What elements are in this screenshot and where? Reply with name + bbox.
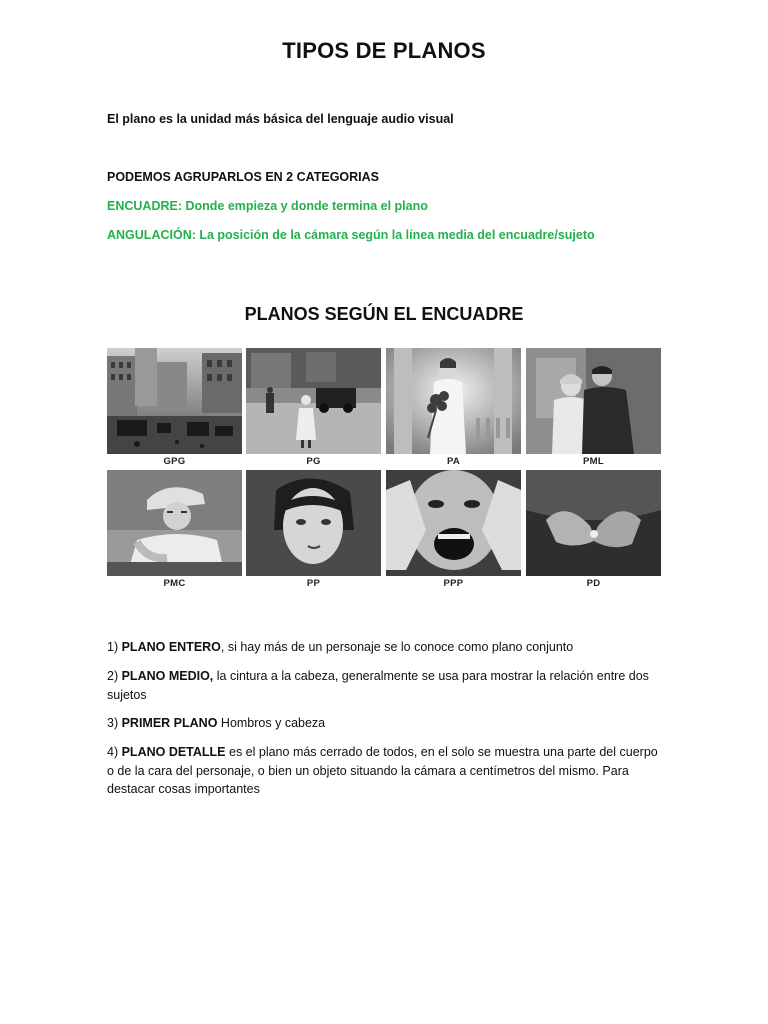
list-item: 1) PLANO ENTERO, si hay más de un personaje se lo conoce como plano conjunto bbox=[107, 640, 574, 654]
face-closeup-photo bbox=[246, 470, 381, 576]
encuadre-definition: ENCUADRE: Donde empieza y donde termina el plano bbox=[107, 199, 428, 213]
angulacion-definition: ANGULACIÓN: La posición de la cámara según la línea media del encuadre/sujeto bbox=[107, 228, 595, 242]
list-item: 2) PLANO MEDIO, la cintura a la cabeza, generalmente se usa para mostrar la relación entre dos sujetos bbox=[107, 669, 649, 702]
couple-photo bbox=[526, 348, 661, 454]
list-item: 3) PRIMER PLANO Hombros y cabeza bbox=[107, 716, 326, 730]
intro-text: El plano es la unidad más básica del lenguaje audio visual bbox=[107, 112, 454, 126]
shot-label: PG bbox=[306, 456, 321, 467]
woman-with-hat-photo bbox=[107, 470, 242, 576]
woman-with-bouquet-photo bbox=[386, 348, 521, 454]
shot-label: PML bbox=[583, 456, 604, 467]
shot-label: PMC bbox=[163, 578, 186, 589]
page-title: TIPOS DE PLANOS bbox=[282, 38, 486, 63]
shot-label: PPP bbox=[443, 578, 464, 589]
shot-label: GPG bbox=[163, 456, 186, 467]
screaming-face-photo bbox=[386, 470, 521, 576]
city-street-photo bbox=[107, 348, 242, 454]
shot-label: PA bbox=[446, 456, 461, 467]
list-item: 4) PLANO DETALLE es el plano más cerrado de todos, en el solo se muestra una parte del cuerpo o de la cara del personaje, o bien un objeto situando la cámara a centímetros del mismo. Para destacar cosas importantes bbox=[107, 745, 658, 796]
shot-types-grid bbox=[107, 348, 662, 598]
section-title: PLANOS SEGÚN EL ENCUADRE bbox=[244, 304, 524, 324]
shot-label: PP bbox=[306, 578, 321, 589]
street-walker-photo bbox=[246, 348, 381, 454]
shot-label: PD bbox=[586, 578, 601, 589]
hands-detail-photo bbox=[526, 470, 661, 576]
categories-heading: PODEMOS AGRUPARLOS EN 2 CATEGORIAS bbox=[107, 170, 380, 184]
